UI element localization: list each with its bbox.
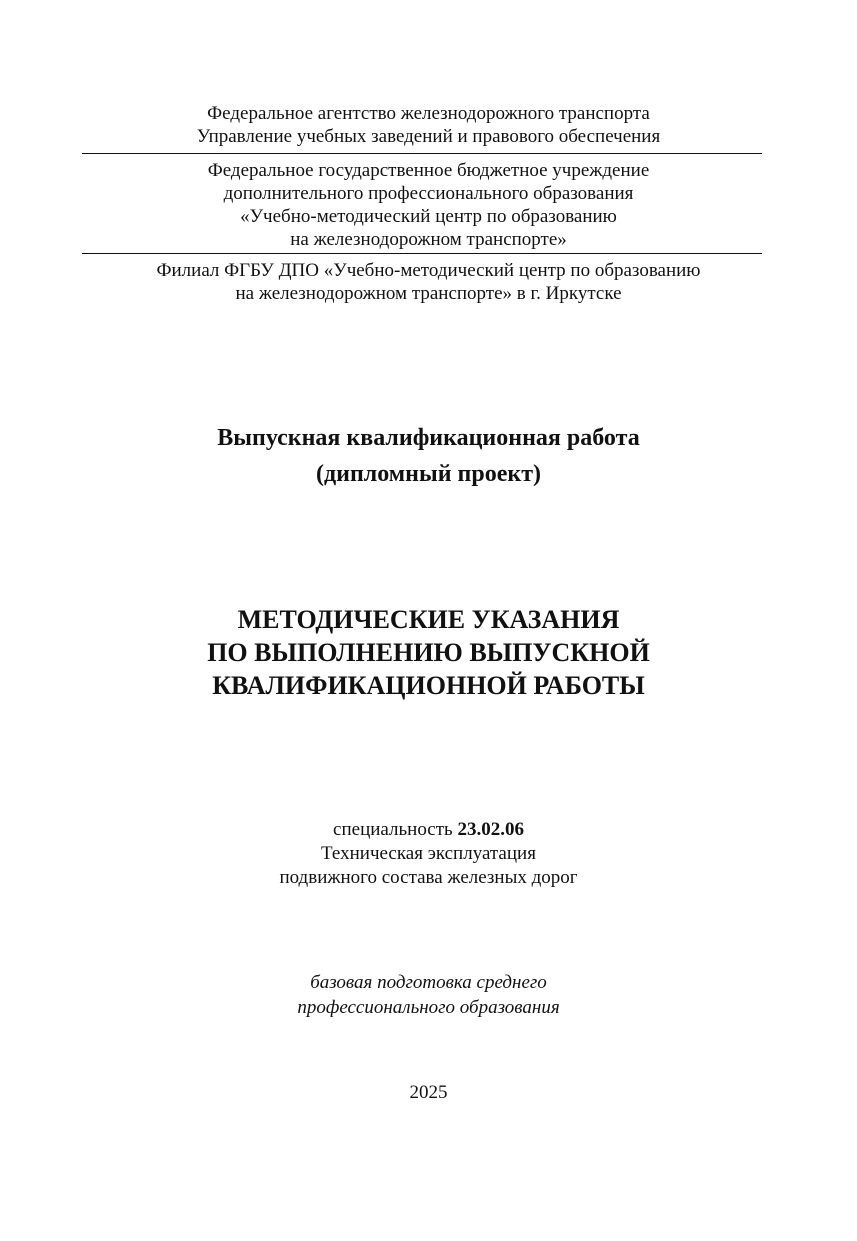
specialty [0, 818, 857, 890]
specialty-name-line: подвижного состава железных дорог [279, 867, 578, 888]
institution-line: дополнительного профессионального образования [223, 183, 634, 204]
agency-header [0, 102, 857, 148]
specialty-name-line: Техническая эксплуатация [321, 843, 536, 864]
training-level-line: профессионального образования [297, 997, 560, 1018]
institution-line: «Учебно-методический центр по образованию [240, 206, 617, 227]
training-level-line: базовая подготовка среднего [310, 972, 547, 993]
training-level [0, 970, 857, 1020]
agency-department: Управление учебных заведений и правового обеспечения [196, 126, 661, 147]
agency-name: Федеральное агентство железнодорожного транспорта [207, 103, 650, 124]
header-divider-top [82, 153, 762, 154]
title-line: КВАЛИФИКАЦИОННОЙ РАБОТЫ [212, 671, 645, 700]
institution-line: на железнодорожном транспорте» [290, 229, 567, 250]
work-type-line: Выпускная квалификационная работа [217, 425, 640, 451]
work-type [0, 420, 857, 492]
work-type-line: (дипломный проект) [316, 461, 541, 487]
title-line: ПО ВЫПОЛНЕНИЮ ВЫПУСКНОЙ [207, 638, 650, 667]
branch-line: Филиал ФГБУ ДПО «Учебно-методический центр по образованию [156, 260, 701, 281]
specialty-code: 23.02.06 [457, 819, 524, 840]
publication-year: 2025 [409, 1082, 448, 1103]
branch-line: на железнодорожном транспорте» в г. Иркутске [235, 283, 622, 304]
specialty-label: специальность [333, 819, 453, 840]
branch-header [0, 259, 857, 305]
institution-header [0, 159, 857, 251]
document-title [0, 603, 857, 702]
specialty-code-line [0, 818, 857, 842]
header-divider-bottom [82, 253, 762, 254]
title-line: МЕТОДИЧЕСКИЕ УКАЗАНИЯ [237, 605, 620, 634]
institution-line: Федеральное государственное бюджетное учреждение [207, 160, 650, 181]
